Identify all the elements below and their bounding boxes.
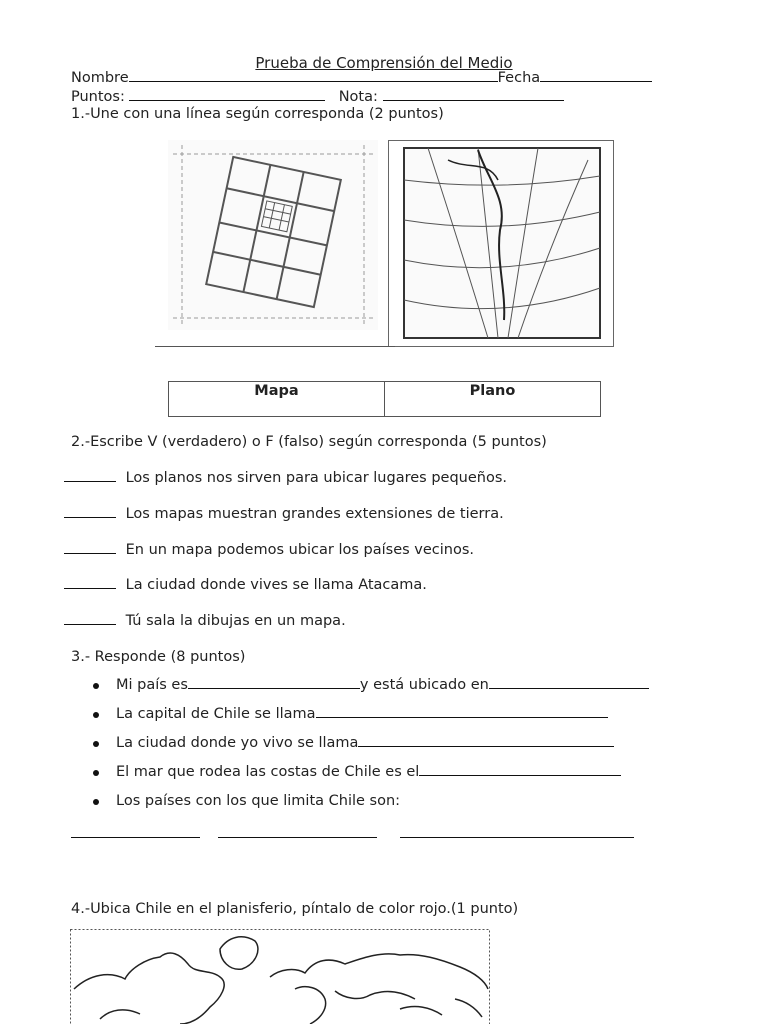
bullet	[93, 712, 99, 718]
city-field[interactable]	[358, 746, 614, 747]
question-3: 3.- Responde (8 puntos)	[71, 649, 246, 665]
list-item: Los planos nos sirven para ubicar lugares pequeños.	[64, 470, 507, 486]
answer-blank[interactable]	[64, 517, 116, 518]
divider-line	[155, 346, 395, 347]
nombre-row	[71, 70, 652, 86]
map-image	[388, 140, 614, 347]
page-title: Prueba de Comprensión del Medio	[255, 54, 513, 72]
list-item: Los mapas muestran grandes extensiones de tierra.	[64, 506, 504, 522]
answer-blank[interactable]	[64, 588, 116, 589]
table-cell-plano: Plano	[385, 382, 601, 417]
bullet	[93, 683, 99, 689]
nota-label: Nota:	[338, 89, 378, 105]
mapa-plano-table	[168, 381, 601, 417]
nota-field[interactable]	[383, 100, 564, 101]
list-item: En un mapa podemos ubicar los países vecinos.	[64, 542, 474, 558]
question-1: 1.-Une con una línea según corresponda (2 puntos)	[71, 106, 444, 122]
answer-blank[interactable]	[64, 481, 116, 482]
sea-field[interactable]	[419, 775, 621, 776]
list-item: La ciudad donde yo vivo se llama	[116, 735, 614, 751]
bullet	[93, 741, 99, 747]
table-cell-mapa: Mapa	[169, 382, 385, 417]
neighbor-field-2[interactable]	[218, 837, 377, 838]
location-field[interactable]	[489, 688, 649, 689]
answer-blank[interactable]	[64, 553, 116, 554]
list-item: La ciudad donde vives se llama Atacama.	[64, 577, 427, 593]
fecha-field[interactable]	[540, 81, 652, 82]
puntos-row	[71, 89, 564, 105]
list-item: La capital de Chile se llama	[116, 706, 608, 722]
capital-field[interactable]	[316, 717, 608, 718]
bullet	[93, 799, 99, 805]
puntos-label: Puntos:	[71, 89, 125, 105]
puntos-field[interactable]	[129, 100, 325, 101]
list-item: Los países con los que limita Chile son:	[116, 793, 401, 809]
list-item: Mi país es y está ubicado en	[116, 677, 649, 693]
neighbor-field-3[interactable]	[400, 837, 634, 838]
floor-plan-image	[168, 140, 378, 330]
list-item: Tú sala la dibujas en un mapa.	[64, 613, 346, 629]
answer-blank[interactable]	[64, 624, 116, 625]
fecha-label: Fecha	[497, 70, 541, 86]
nombre-field[interactable]	[129, 81, 498, 82]
world-map-image[interactable]	[70, 929, 490, 1024]
bullet	[93, 770, 99, 776]
list-item: El mar que rodea las costas de Chile es el	[116, 764, 621, 780]
question-4: 4.-Ubica Chile en el planisferio, píntalo de color rojo.(1 punto)	[71, 901, 519, 917]
nombre-label: Nombre	[71, 70, 129, 86]
country-field[interactable]	[188, 688, 360, 689]
neighbor-field-1[interactable]	[71, 837, 200, 838]
question-2: 2.-Escribe V (verdadero) o F (falso) según corresponda (5 puntos)	[71, 434, 547, 450]
